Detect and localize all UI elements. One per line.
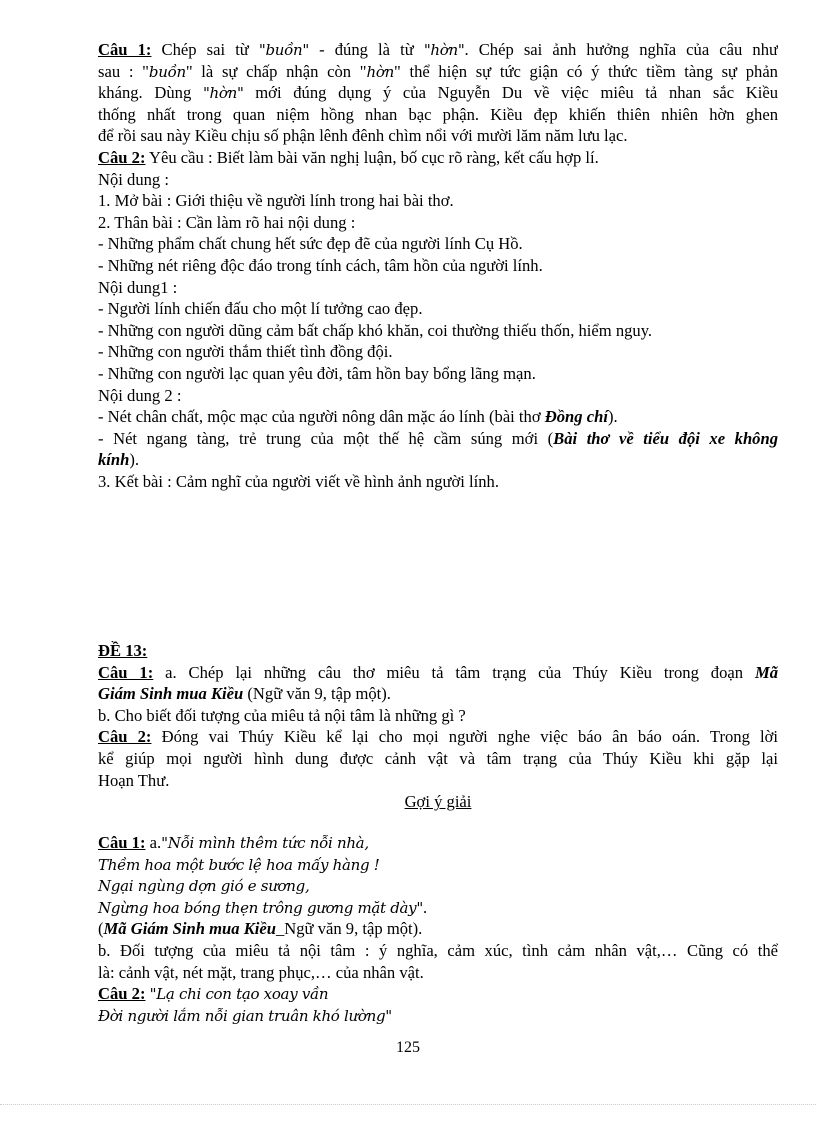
text-line: [98, 39, 778, 61]
text-run: .: [422, 897, 428, 917]
work-title: Bài thơ về tiểu đội xe không: [553, 428, 778, 448]
poem-quote: hờn: [366, 62, 394, 81]
text-line: [98, 406, 778, 428]
text-run: Yêu cầu : Biết làm bài văn nghị luận, bố cục rõ ràng, kết cấu hợp lí.: [145, 147, 599, 167]
text-line: [98, 748, 778, 770]
poem-quote: "Nỗi mình thêm tức nỗi nhà,: [161, 834, 369, 852]
text-run: Đóng vai Thúy Kiều kể lại cho mọi người nghe việc báo ân báo oán. Trong lời: [151, 727, 778, 747]
text-run: là: cảnh vật, nét mặt, trang phục,… của nhân vật.: [98, 962, 424, 982]
work-title: Đồng chí: [544, 407, 608, 427]
text-line: [98, 875, 778, 897]
text-run: Gợi ý giải: [404, 792, 472, 812]
poem-quote: Đời người lắm nỗi gian truân khó lường": [98, 1006, 392, 1025]
text-run: 2. Thân bài : Cần làm rõ hai nội dung :: [98, 212, 356, 232]
section-heading: [98, 791, 778, 813]
text-run: a.: [145, 833, 162, 852]
text-line: [98, 1005, 778, 1027]
text-run: Nội dung1 :: [98, 277, 178, 297]
exam-13-answers: [98, 832, 778, 1026]
text-line: [98, 640, 778, 662]
text-line: [98, 147, 778, 169]
text-line: [98, 428, 778, 450]
question-label: Câu 1:: [98, 662, 154, 682]
poem-quote: Thềm hoa một bước lệ hoa mấy hàng !: [98, 855, 380, 874]
poem-quote: "hờn": [202, 84, 244, 103]
text-run: (: [98, 919, 104, 939]
text-line: [98, 683, 778, 705]
text-line: [98, 125, 778, 147]
text-run: Hoạn Thư.: [98, 770, 170, 790]
text-run: " là sự chấp nhận còn ": [185, 61, 367, 81]
text-run: - Những nét riêng độc đáo trong tính cách, tâm hồn của người lính.: [98, 255, 543, 275]
text-run: Chép sai từ: [151, 40, 259, 59]
text-run: mới đúng dụng ý của Nguyễn Du về việc miêu tả nhan sắc Kiều: [243, 83, 778, 103]
text-run: a. Chép lại những câu thơ miêu tả tâm trạng của Thúy Kiều trong đoạn: [153, 662, 755, 682]
text-line: [98, 705, 778, 727]
question-label: Câu 1:: [98, 833, 146, 852]
text-run: kháng. Dùng: [98, 83, 203, 103]
page-number: 125: [396, 1039, 420, 1056]
poem-quote: "Lạ chi con tạo xoay vần: [149, 985, 329, 1004]
poem-quote: Ngại ngùng dợn gió e sương,: [98, 877, 310, 896]
page-bottom-divider: [0, 1104, 816, 1105]
text-run: - Những con người lạc quan yêu đời, tâm hồn bay bổng lãng mạn.: [98, 363, 536, 383]
poem-quote: buồn: [148, 62, 186, 81]
text-run: . Chép sai ảnh hưởng nghĩa của câu như: [464, 40, 778, 59]
text-run: 3. Kết bài : Cảm nghĩ của người viết về hình ảnh người lính.: [98, 471, 499, 491]
text-line: [98, 212, 778, 234]
text-line: [98, 662, 778, 684]
text-run: ).: [129, 450, 140, 470]
text-line: [98, 320, 778, 342]
work-title: kính: [98, 450, 130, 470]
text-line: [98, 341, 778, 363]
text-run: b. Cho biết đối tượng của miêu tả nội tâm là những gì ?: [98, 705, 466, 725]
text-line: [98, 363, 778, 385]
text-line: [98, 983, 778, 1005]
text-line: [98, 104, 778, 126]
text-line: [98, 918, 778, 940]
text-run: - Những phẩm chất chung hết sức đẹp đẽ của người lính Cụ Hồ.: [98, 234, 523, 254]
poem-quote: Ngừng hoa bóng thẹn trông gương mặt dày": [98, 898, 423, 917]
text-line: [98, 962, 778, 984]
text-run: ).: [607, 407, 618, 427]
work-title: Giám Sinh mua Kiều: [98, 684, 244, 704]
text-run: - Nét chân chất, mộc mạc của người nông dân mặc áo lính (bài thơ: [98, 407, 545, 427]
exam-13-questions: [98, 640, 778, 813]
text-line: [98, 471, 778, 493]
text-line: [98, 61, 778, 83]
text-run: thống nhất trong quan niệm hồng nhan bạc phận. Kiều đẹp khiến thiên nhiên hờn ghen: [98, 104, 778, 124]
text-run: - đúng là từ: [309, 40, 424, 59]
text-run: sau : ": [98, 61, 149, 81]
text-run: 1. Mở bài : Giới thiệu về người lính trong hai bài thơ.: [98, 191, 454, 211]
text-run: - Người lính chiến đấu cho một lí tưởng cao đẹp.: [98, 299, 423, 319]
text-run: kể giúp mọi người hình dung được cảnh vật và tâm trạng của Thúy Kiều khi gặp lại: [98, 748, 778, 768]
question-label: Câu 2:: [98, 984, 146, 1004]
work-title: Mã Giám Sinh mua Kiều: [103, 919, 276, 939]
text-line: [98, 449, 778, 471]
poem-quote: "hờn": [423, 41, 465, 59]
text-line: [98, 298, 778, 320]
text-line: [98, 169, 778, 191]
text-line: [98, 277, 778, 299]
question-label: ĐỀ 13:: [98, 641, 148, 660]
text-run: - Những con người dũng cảm bất chấp khó khăn, coi thường thiếu thốn, hiểm nguy.: [98, 320, 653, 340]
text-line: [98, 940, 778, 962]
text-line: [98, 770, 778, 792]
text-line: [98, 854, 778, 876]
text-run: Nội dung 2 :: [98, 385, 182, 405]
text-line: [98, 726, 778, 748]
text-run: để rồi sau này Kiều chịu số phận lênh đênh chìm nổi với mười lăm năm lưu lạc.: [98, 126, 628, 146]
text-run: " thể hiện sự tức giận có ý thức tiềm tàng sự phản: [393, 61, 778, 81]
question-label: Câu 2:: [98, 727, 152, 747]
poem-quote: "buồn": [258, 41, 310, 59]
text-run: Nội dung :: [98, 169, 169, 189]
text-line: [98, 190, 778, 212]
text-run: - Những con người thắm thiết tình đồng đội.: [98, 342, 393, 362]
text-run: - Nét ngang tàng, trẻ trung của một thế hệ cầm súng mới (: [98, 428, 554, 448]
text-line: [98, 897, 778, 919]
answer-block-previous: [98, 39, 778, 492]
question-label: Câu 1:: [98, 40, 152, 59]
text-run: (Ngữ văn 9, tập một).: [243, 684, 391, 704]
text-line: [98, 255, 778, 277]
text-line: [98, 385, 778, 407]
work-title: Mã: [754, 662, 778, 682]
text-line: [98, 832, 778, 854]
question-label: Câu 2:: [98, 147, 146, 167]
text-line: [98, 82, 778, 104]
text-run: b. Đối tượng của miêu tả nội tâm : ý nghĩa, cảm xúc, tình cảm nhân vật,… Cũng có thể: [98, 940, 778, 960]
text-line: [98, 233, 778, 255]
text-run: _Ngữ văn 9, tập một).: [275, 919, 423, 939]
